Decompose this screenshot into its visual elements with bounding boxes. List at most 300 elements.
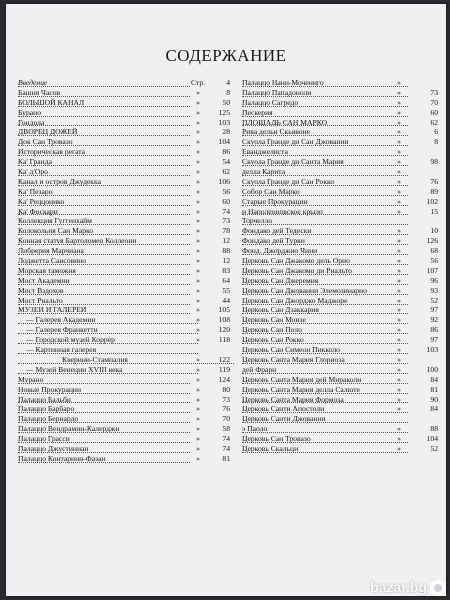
toc-entry <box>242 226 442 236</box>
toc-entry-ditto-mark: » <box>397 147 401 157</box>
toc-entry-label: Ка' д'Оро <box>18 167 190 177</box>
toc-entry-label: Введение <box>18 78 190 88</box>
toc-entry <box>242 276 442 286</box>
toc-entry-ditto-mark: » <box>196 325 200 335</box>
toc-entry-label: ДВОРЕЦ ДОЖЕЙ <box>18 127 190 137</box>
toc-entry <box>18 286 236 296</box>
toc-entry-ditto-mark: » <box>196 196 200 206</box>
toc-entry-label: Морская таможня <box>18 266 190 276</box>
toc-entry-label: Церковь Сан Джакомо дель Орио <box>242 256 408 266</box>
toc-entry-ditto-mark: » <box>196 137 200 147</box>
toc-entry-ditto-mark: Стр. <box>191 78 206 87</box>
toc-entry-ditto-mark: » <box>397 295 401 305</box>
toc-entry-ditto-mark: » <box>196 186 200 196</box>
toc-entry-page-number: 28 <box>222 127 230 137</box>
toc-entry <box>18 118 236 128</box>
toc-entry-label: Скуола Гранде ди Сан Джованни <box>242 137 408 147</box>
toc-entry-page-number: 104 <box>426 434 438 444</box>
toc-entry-ditto-mark: » <box>196 305 200 315</box>
toc-entry-page-number: 119 <box>218 364 230 374</box>
toc-entry-ditto-mark: » <box>196 127 200 137</box>
toc-entry-label: — Музей Венеции XVIII века <box>18 365 198 375</box>
toc-entry-ditto-mark: » <box>397 226 401 236</box>
toc-entry <box>18 137 236 147</box>
right-column <box>242 78 442 454</box>
toc-entry-label: Историческая регата <box>18 147 190 157</box>
toc-entry <box>242 187 442 197</box>
toc-entry-ditto-mark: » <box>397 335 401 345</box>
toc-entry-label: Церковь Сан Поло <box>242 325 408 335</box>
toc-entry-ditto-mark: » <box>397 443 401 453</box>
toc-entry-label: Церковь Сан Джеремия <box>242 276 408 286</box>
toc-entry <box>18 305 236 315</box>
toc-entry <box>18 325 236 335</box>
toc-entry-page-number: 86 <box>430 325 438 335</box>
toc-entry-page-number: 62 <box>430 117 438 127</box>
toc-entry-page-number: 64 <box>222 275 230 285</box>
toc-entry-page-number: 68 <box>430 246 438 256</box>
toc-entry <box>242 147 442 157</box>
toc-entry-page-number: 56 <box>430 256 438 266</box>
toc-entry <box>18 187 236 197</box>
toc-entry-page-number: 125 <box>218 107 230 117</box>
toc-entry-ditto-mark: » <box>397 364 401 374</box>
toc-entry-label: Торчелло <box>242 216 408 226</box>
toc-entry-label: Церковь Сан Моизе <box>242 315 408 325</box>
toc-entry-ditto-mark: » <box>196 404 200 414</box>
toc-entry-ditto-mark: » <box>196 443 200 453</box>
toc-entry-label: Церковь Санта Мария Глориоза <box>242 355 408 365</box>
toc-entry <box>242 414 442 424</box>
toc-entry-page-number: 12 <box>222 236 230 246</box>
toc-entry-label: Ка' Гранда <box>18 157 190 167</box>
toc-entry-label: Пескерия <box>242 108 408 118</box>
toc-entry <box>242 266 442 276</box>
toc-entry-ditto-mark: » <box>196 107 200 117</box>
toc-entry-ditto-mark: » <box>196 147 200 157</box>
toc-entry-page-number: 98 <box>430 157 438 167</box>
toc-entry-ditto-mark: » <box>397 206 401 216</box>
toc-entry-ditto-mark: » <box>196 424 200 434</box>
toc-entry <box>242 325 442 335</box>
toc-entry <box>242 137 442 147</box>
toc-entry-ditto-mark: » <box>397 404 401 414</box>
toc-entry-page-number: 74 <box>222 434 230 444</box>
toc-entry-page-number: 107 <box>426 265 438 275</box>
toc-entry-page-number: 97 <box>430 305 438 315</box>
toc-entry-ditto-mark: » <box>397 256 401 266</box>
toc-entry-label: Конная статуя Бартоломео Коллеони <box>18 236 190 246</box>
toc-entry-label: — Картинная галерея <box>18 345 198 355</box>
toc-entry-label: Бурано <box>18 108 190 118</box>
toc-entry-ditto-mark: » <box>196 394 200 404</box>
toc-entry-label: Палаццо Контарини-Фазан <box>18 454 190 464</box>
toc-entry-ditto-mark: » <box>196 226 200 236</box>
toc-entry-label: Церковь Сан Джованни Элемозинарио <box>242 286 408 296</box>
toc-entry <box>18 355 236 365</box>
toc-entry-label: Колокольня Сан Марко <box>18 226 190 236</box>
toc-entry-label: Скуола Гранде ди Санта Мария <box>242 157 408 167</box>
toc-entry-label: Церковь Сан Джорджо Маджоре <box>242 296 408 306</box>
toc-entry-page-number: 56 <box>222 186 230 196</box>
page-title: СОДЕРЖАНИЕ <box>165 46 287 65</box>
toc-entry-page-number: 62 <box>222 167 230 177</box>
toc-entry-ditto-mark: » <box>397 186 401 196</box>
toc-entry-page-number: 84 <box>430 404 438 414</box>
toc-entry-label: Канал и остров Джудекка <box>18 177 190 187</box>
toc-entry-page-number: 103 <box>426 345 438 355</box>
toc-entry-label: Церковь Санта Мария делла Салюте <box>242 385 408 395</box>
toc-entry-label: Рива дельи Скьявоне <box>242 127 408 137</box>
toc-entry-page-number: 58 <box>222 424 230 434</box>
toc-entry <box>18 246 236 256</box>
toc-entry-ditto-mark: » <box>196 315 200 325</box>
toc-entry-ditto-mark: » <box>196 275 200 285</box>
left-column <box>18 78 236 464</box>
toc-entry <box>18 404 236 414</box>
document-page <box>6 4 446 596</box>
toc-entry-page-number: 122 <box>218 354 230 364</box>
toc-entry-page-number: 78 <box>222 226 230 236</box>
toc-entry <box>242 78 442 88</box>
toc-entry-page-number: 104 <box>218 137 230 147</box>
toc-entry-ditto-mark: » <box>196 295 200 305</box>
toc-entry <box>242 157 442 167</box>
toc-entry-label: делла Карита <box>242 167 408 177</box>
toc-entry-label: — Галерея Франкетти <box>18 325 198 335</box>
toc-entry <box>18 197 236 207</box>
toc-entry-label: Церковь Санта Мария Формоза <box>242 395 408 405</box>
toc-entry-ditto-mark: » <box>397 394 401 404</box>
toc-entry <box>18 266 236 276</box>
toc-entry <box>18 434 236 444</box>
toc-entry-page-number: 76 <box>222 404 230 414</box>
toc-entry-label: Фондако дей Турки <box>242 236 408 246</box>
toc-entry-page-number: 6 <box>434 127 438 137</box>
toc-entry <box>242 177 442 187</box>
toc-entry-page-number: 54 <box>222 157 230 167</box>
toc-entry-label: — Галерея Академии <box>18 315 198 325</box>
toc-entry <box>18 216 236 226</box>
toc-entry-page-number: 52 <box>430 443 438 453</box>
toc-entry <box>242 315 442 325</box>
toc-entry <box>242 345 442 355</box>
toc-entry <box>242 216 442 226</box>
toc-entry <box>242 246 442 256</box>
toc-entry-label: Палаццо Бернардо <box>18 414 190 424</box>
toc-entry-page-number: 105 <box>218 305 230 315</box>
toc-entry-label: Мурано <box>18 375 190 385</box>
toc-entry-ditto-mark: » <box>397 345 401 355</box>
toc-entry-ditto-mark: » <box>196 384 200 394</box>
toc-entry-page-number: 97 <box>430 335 438 345</box>
toc-entry-page-number: 120 <box>218 325 230 335</box>
toc-entry-label: Ка' Фоскари <box>18 207 190 217</box>
toc-entry <box>18 157 236 167</box>
toc-entry-label: ПЛОЩАДЬ САН МАРКО <box>242 118 408 128</box>
toc-entry-page-number: 93 <box>430 285 438 295</box>
toc-entry-ditto-mark: » <box>196 285 200 295</box>
toc-entry <box>242 305 442 315</box>
toc-entry-ditto-mark: » <box>196 176 200 186</box>
toc-entry <box>242 286 442 296</box>
toc-entry-page-number: 73 <box>222 394 230 404</box>
toc-entry-ditto-mark: » <box>196 354 200 364</box>
toc-entry-page-number: 81 <box>430 384 438 394</box>
toc-entry-ditto-mark: » <box>196 167 200 177</box>
toc-entry-page-number: 70 <box>222 414 230 424</box>
toc-entry-ditto-mark: » <box>397 275 401 285</box>
toc-entry-page-number: 74 <box>222 443 230 453</box>
toc-entry-ditto-mark: » <box>397 374 401 384</box>
toc-entry-page-number: 4 <box>226 78 230 87</box>
toc-entry-label: Церковь Санти Апостоли <box>242 404 408 414</box>
toc-entry-page-number: 118 <box>218 335 230 345</box>
toc-entry <box>242 424 442 434</box>
toc-entry-label: Церковь Сан Тровазо <box>242 434 408 444</box>
toc-entry <box>18 207 236 217</box>
toc-entry-ditto-mark: » <box>397 424 401 434</box>
toc-entry-page-number: 60 <box>222 196 230 206</box>
toc-entry-ditto-mark: » <box>397 384 401 394</box>
toc-entry <box>242 127 442 137</box>
toc-entry-page-number: 92 <box>430 315 438 325</box>
toc-entry-label: Палаццо Джустиниан <box>18 444 190 454</box>
toc-entry-label: дей Фрари <box>242 365 408 375</box>
watermark-text: bazar.bg <box>370 578 427 595</box>
toc-entry-label: Кверини-Стампалия <box>18 355 234 365</box>
toc-entry <box>18 375 236 385</box>
toc-entry-label: Палаццо Сагредо <box>242 98 408 108</box>
toc-entry-page-number: 88 <box>430 424 438 434</box>
toc-entry <box>242 355 442 365</box>
toc-entry <box>242 335 442 345</box>
toc-entry <box>242 395 442 405</box>
toc-entry-label: Скуола Гранде ди Сан Рокко <box>242 177 408 187</box>
toc-entry-ditto-mark: » <box>397 176 401 186</box>
toc-entry-page-number: 106 <box>218 176 230 186</box>
toc-entry <box>242 385 442 395</box>
toc-entry-ditto-mark: » <box>196 364 200 374</box>
toc-entry-ditto-mark: » <box>196 335 200 345</box>
toc-entry <box>18 444 236 454</box>
toc-entry-page-number: 102 <box>426 196 438 206</box>
toc-entry-ditto-mark: » <box>397 434 401 444</box>
toc-entry <box>18 454 236 464</box>
toc-entry-ditto-mark: » <box>397 137 401 147</box>
toc-entry-ditto-mark: » <box>196 206 200 216</box>
toc-entry-page-number: 84 <box>430 374 438 384</box>
toc-entry-page-number: 60 <box>430 107 438 117</box>
toc-entry-ditto-mark: » <box>397 107 401 117</box>
toc-entry-label: — Городской музей Коррер <box>18 335 198 345</box>
toc-entry-label: Палаццо Грасси <box>18 434 190 444</box>
toc-entry <box>18 108 236 118</box>
toc-entry-ditto-mark: » <box>196 117 200 127</box>
toc-entry-label: э Паоло <box>242 424 408 434</box>
toc-entry-ditto-mark: » <box>397 325 401 335</box>
toc-entry <box>18 98 236 108</box>
toc-entry <box>242 118 442 128</box>
toc-entry-page-number: 103 <box>218 117 230 127</box>
toc-entry <box>18 345 236 355</box>
toc-entry <box>18 385 236 395</box>
toc-entry-page-number: 83 <box>222 265 230 275</box>
toc-entry-label: Фондако дей Тедески <box>242 226 408 236</box>
toc-entry-page-number: 108 <box>218 315 230 325</box>
toc-entry <box>18 424 236 434</box>
toc-entry-page-number: 73 <box>222 216 230 226</box>
toc-entry <box>242 98 442 108</box>
toc-entry <box>18 226 236 236</box>
toc-entry <box>242 197 442 207</box>
toc-entry-label: Церковь Санти Джованни <box>242 414 408 424</box>
toc-entry-ditto-mark: » <box>397 305 401 315</box>
toc-entry-ditto-mark: » <box>196 374 200 384</box>
toc-entry <box>18 78 236 88</box>
toc-entry <box>242 88 442 98</box>
toc-entry-label: Церковь Сан Симеон Пикколо <box>242 345 408 355</box>
toc-entry-label: МУЗЕИ И ГАЛЕРЕИ <box>18 305 190 315</box>
toc-entry <box>18 395 236 405</box>
toc-entry-page-number: 124 <box>218 374 230 384</box>
toc-entry <box>18 414 236 424</box>
toc-entry-label: Церковь Сан Джакомо ди Риальто <box>242 266 408 276</box>
toc-entry-page-number: 81 <box>222 453 230 463</box>
toc-entry-ditto-mark: » <box>397 354 401 364</box>
toc-entry-ditto-mark: » <box>397 78 401 87</box>
toc-entry-label: БОЛЬШОЙ КАНАЛ <box>18 98 190 108</box>
toc-entry-ditto-mark: » <box>397 196 401 206</box>
toc-entry-page-number: 44 <box>222 295 230 305</box>
toc-entry-label: Коллекция Гуггенхайм <box>18 216 190 226</box>
toc-entry-ditto-mark: » <box>196 87 200 97</box>
watermark-logo-icon <box>430 580 446 596</box>
toc-entry-label: Новые Прокурации <box>18 385 190 395</box>
toc-entry-page-number: 50 <box>222 97 230 107</box>
toc-entry-ditto-mark: » <box>397 117 401 127</box>
toc-entry-ditto-mark: » <box>397 97 401 107</box>
toc-entry <box>18 177 236 187</box>
toc-entry-page-number: 88 <box>222 246 230 256</box>
toc-entry <box>242 434 442 444</box>
toc-entry-page-number: 100 <box>426 364 438 374</box>
toc-entry-ditto-mark: » <box>397 157 401 167</box>
toc-entry-page-number: 55 <box>222 285 230 295</box>
toc-entry-ditto-mark: » <box>397 167 401 177</box>
toc-entry <box>18 88 236 98</box>
toc-entry-page-number: 90 <box>430 394 438 404</box>
toc-entry <box>242 167 442 177</box>
toc-entry-ditto-mark: » <box>397 315 401 325</box>
toc-entry-label: Гондола <box>18 118 190 128</box>
toc-entry-ditto-mark: » <box>397 87 401 97</box>
toc-entry-label: Док Сан Тровазо <box>18 137 190 147</box>
toc-entry-ditto-mark: » <box>196 414 200 424</box>
toc-entry-ditto-mark: » <box>397 285 401 295</box>
toc-entry <box>242 296 442 306</box>
toc-entry-label: Палаццо Барбаро <box>18 404 190 414</box>
toc-entry-label: Мост Вздохов <box>18 286 190 296</box>
toc-entry-page-number: 12 <box>222 256 230 266</box>
toc-entry-page-number: 70 <box>430 97 438 107</box>
toc-entry <box>242 236 442 246</box>
toc-entry <box>18 276 236 286</box>
toc-entry-label: Башня Часов <box>18 88 190 98</box>
toc-entry-label: Палаццо Нани-Мочениго <box>242 78 408 88</box>
toc-entry-page-number: 73 <box>430 87 438 97</box>
watermark <box>370 579 446 596</box>
toc-entry <box>18 315 236 325</box>
toc-entry-ditto-mark: » <box>196 453 200 463</box>
toc-entry-label: Старые Прокурации <box>242 197 408 207</box>
toc-entry-page-number: 76 <box>430 176 438 186</box>
toc-entry-label: Фонд. Джорджио Чини <box>242 246 408 256</box>
toc-entry-ditto-mark: » <box>196 256 200 266</box>
toc-entry-ditto-mark: » <box>196 97 200 107</box>
toc-entry-label: и Наполеоновское крыло <box>242 207 408 217</box>
toc-entry-page-number: 15 <box>430 206 438 216</box>
toc-entry-page-number: 80 <box>222 384 230 394</box>
toc-entry <box>18 365 236 375</box>
toc-entry-label: Мост Риальто <box>18 296 190 306</box>
toc-entry-ditto-mark: » <box>196 157 200 167</box>
toc-entry <box>18 127 236 137</box>
toc-entry-label: Палаццо Пападоноли <box>242 88 408 98</box>
toc-entry-label: Церковь Скальци <box>242 444 408 454</box>
toc-entry <box>242 365 442 375</box>
toc-entry-ditto-mark: » <box>397 127 401 137</box>
toc-entry-label: Палаццо Бальби <box>18 395 190 405</box>
toc-entry <box>18 236 236 246</box>
toc-entry-page-number: 89 <box>430 186 438 196</box>
toc-entry-label: Еванджелиста <box>242 147 408 157</box>
toc-entry <box>18 167 236 177</box>
toc-entry <box>242 375 442 385</box>
toc-entry <box>18 256 236 266</box>
toc-entry-label: Ка' Пезаро <box>18 187 190 197</box>
toc-entry-label: Ка' Реццонико <box>18 197 190 207</box>
toc-entry-ditto-mark: » <box>397 246 401 256</box>
toc-entry <box>18 147 236 157</box>
toc-entry-page-number: 74 <box>222 206 230 216</box>
toc-entry-page-number: 8 <box>434 137 438 147</box>
toc-entry <box>18 296 236 306</box>
toc-entry-ditto-mark: » <box>196 265 200 275</box>
toc-entry <box>242 404 442 414</box>
toc-entry-label: Собор Сан Марко <box>242 187 408 197</box>
toc-entry-label: Либрерия Марчиана <box>18 246 190 256</box>
toc-entry-ditto-mark: » <box>397 236 401 246</box>
toc-entry-label: Церковь Сан Рокко <box>242 335 408 345</box>
toc-entry <box>242 256 442 266</box>
toc-entry-page-number: 8 <box>226 87 230 97</box>
toc-entry <box>242 444 442 454</box>
toc-entry-label: Церковь Санта Мария дей Мираколи <box>242 375 408 385</box>
toc-entry-page-number: 96 <box>430 275 438 285</box>
toc-entry-page-number: 52 <box>430 295 438 305</box>
toc-entry-label: Лоджетта Сансовино <box>18 256 190 266</box>
toc-entry-label: Церковь Сан Дзаккария <box>242 305 408 315</box>
toc-entry-ditto-mark: » <box>196 216 200 226</box>
toc-entry-ditto-mark: » <box>196 434 200 444</box>
toc-entry-ditto-mark: » <box>196 236 200 246</box>
toc-entry-page-number: 126 <box>426 236 438 246</box>
toc-entry-label: Палаццо Вендрамин-Калерджи <box>18 424 190 434</box>
toc-entry-page-number: 10 <box>430 226 438 236</box>
toc-entry <box>18 335 236 345</box>
toc-entry-ditto-mark: » <box>397 265 401 275</box>
